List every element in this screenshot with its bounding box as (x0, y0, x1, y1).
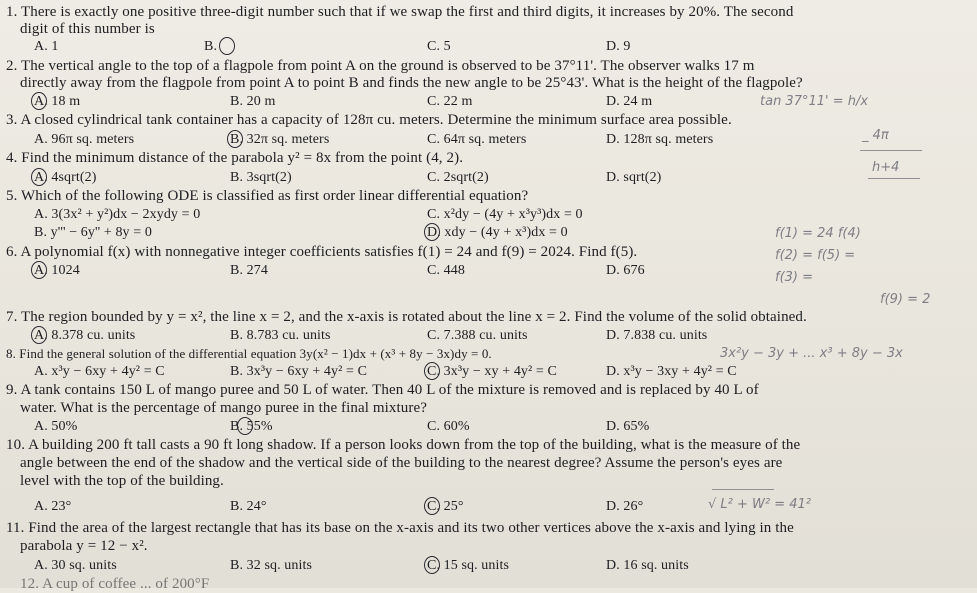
q10-option-c: C. 25° (427, 499, 464, 514)
handwritten-note: 3x²y − 3y + ... x³ + 8y − 3x (720, 346, 903, 361)
q5-option-b: B. y''' − 6y'' + 8y = 0 (34, 225, 152, 240)
q11-option-b: B. 32 sq. units (230, 558, 313, 573)
q3-option-a: A. 96π sq. meters (34, 132, 135, 147)
q11-line1: 11. Find the area of the largest rectangle that has its base on the x-axis and its two other vertices above the x-axis and lying in the (6, 520, 794, 536)
q1-option-b: B. (204, 39, 218, 54)
q7-option-d: D. 7.838 cu. units (606, 328, 708, 343)
q7-option-b: B. 8.783 cu. units (230, 328, 331, 343)
answer-mark-circle (424, 556, 440, 574)
handwritten-note: √ L² + W² = 41² (708, 497, 812, 512)
answer-mark-circle (424, 223, 440, 241)
q6-option-a: A. 1024 (34, 263, 80, 278)
q11-option-a: A. 30 sq. units (34, 558, 117, 573)
q8-option-a: A. x³y − 6xy + 4y² = C (34, 364, 165, 379)
q5-option-a: A. 3(3x² + y²)dx − 2xydy = 0 (34, 207, 201, 222)
q2-option-c: C. 22 m (427, 94, 473, 109)
q10-option-b: B. 24° (230, 499, 267, 514)
answer-mark-circle (237, 417, 253, 435)
q1-option-c: C. 5 (427, 39, 451, 54)
handwritten-note: tan 37°11' = h/x (760, 94, 869, 109)
q9-option-a: A. 50% (34, 419, 78, 434)
q1-line2: digit of this number is (20, 21, 155, 37)
q10-option-a: A. 23° (34, 499, 72, 514)
q2-line2: directly away from the flagpole from point A to point B and finds the new angle to be 25°43'. What is the height of the flagpole? (20, 75, 803, 91)
answer-mark-circle (31, 92, 47, 110)
q6-line1: 6. A polynomial f(x) with nonnegative integer coefficients satisfies f(1) = 24 and f(9) = 2024. Find f(5). (6, 244, 638, 260)
handwritten-note: f(9) = 2 (880, 292, 931, 307)
q9-option-c: C. 60% (427, 419, 470, 434)
q2-option-d: D. 24 m (606, 94, 653, 109)
handwritten-note: f(2) = f(5) = (775, 248, 856, 263)
handwritten-overline (712, 489, 774, 490)
q4-option-b: B. 3sqrt(2) (230, 170, 292, 185)
q9-option-b: B. 55% (230, 419, 273, 434)
q11-option-d: D. 16 sq. units (606, 558, 689, 573)
q8-line1: 8. Find the general solution of the differential equation 3y(x² − 1)dx + (x³ + 8y − 3x)dy = 0. (6, 346, 492, 361)
answer-mark-circle (227, 130, 243, 148)
q7-option-c: C. 7.388 cu. units (427, 328, 528, 343)
q5-option-c: C. x²dy − (4y + x³y³)dx = 0 (427, 207, 583, 222)
answer-mark-circle (219, 37, 235, 55)
q2-line1: 2. The vertical angle to the top of a flagpole from point A on the ground is observed to be 37°11'. The observer walks 17 m (6, 58, 755, 74)
q1-line1: 1. There is exactly one positive three-digit number such that if we swap the first and third digits, it increases by 20%. The second (6, 4, 794, 20)
q6-option-b: B. 274 (230, 263, 268, 278)
q4-option-a: A. 4sqrt(2) (34, 170, 97, 185)
q10-line1: 10. A building 200 ft tall casts a 90 ft long shadow. If a person looks down from the top of the building, what is the measure of the (6, 437, 801, 453)
q9-option-d: D. 65% (606, 419, 650, 434)
q9-line1: 9. A tank contains 150 L of mango puree and 50 L of water. Then 40 L of the mixture is removed and is replaced by 40 L of (6, 382, 759, 398)
q11-option-c: C. 15 sq. units (427, 558, 510, 573)
q7-line1: 7. The region bounded by y = x², the line x = 2, and the x-axis is rotated about the line x = 2. Find the volume of the solid obtained. (6, 309, 807, 325)
q6-option-d: D. 676 (606, 263, 645, 278)
handwritten-note: f(3) = (775, 270, 814, 285)
q1-option-a: A. 1 (34, 39, 59, 54)
q3-option-c: C. 64π sq. meters (427, 132, 527, 147)
q10-line2: angle between the end of the shadow and the vertical side of the building to the nearest degree? Assume the person's eyes are (20, 455, 783, 471)
q9-line2: water. What is the percentage of mango puree in the final mixture? (20, 400, 427, 416)
q10-line3: level with the top of the building. (20, 473, 224, 489)
handwritten-note: h+4 (872, 160, 900, 175)
answer-mark-circle (31, 261, 47, 279)
q8-option-b: B. 3x³y − 6xy + 4y² = C (230, 364, 368, 379)
q4-option-d: D. sqrt(2) (606, 170, 662, 185)
q12-partial-line: 12. A cup of coffee ... of 200°F (20, 576, 210, 592)
handwritten-note: f(1) = 24 f(4) (775, 226, 861, 241)
q8-option-c: C. 3x³y − xy + 4y² = C (427, 364, 557, 379)
q5-line1: 5. Which of the following ODE is classified as first order linear differential equation? (6, 188, 529, 204)
q11-line2: parabola y = 12 − x². (20, 538, 148, 554)
q4-line1: 4. Find the minimum distance of the parabola y² = 8x from the point (4, 2). (6, 150, 464, 166)
q7-option-a: A. 8.378 cu. units (34, 328, 136, 343)
q6-option-c: C. 448 (427, 263, 465, 278)
answer-mark-circle (424, 497, 440, 515)
handwritten-note: _ 4π (862, 128, 889, 143)
q3-option-d: D. 128π sq. meters (606, 132, 714, 147)
q3-line1: 3. A closed cylindrical tank container has a capacity of 128π cu. meters. Determine the minimum surface area possible. (6, 112, 732, 128)
q2-option-a: A. 18 m (34, 94, 81, 109)
q5-option-d: D. xdy − (4y + x³)dx = 0 (427, 225, 568, 240)
q8-option-d: D. x³y − 3xy + 4y² = C (606, 364, 737, 379)
fraction-bar (860, 150, 922, 151)
q2-option-b: B. 20 m (230, 94, 276, 109)
answer-mark-circle (31, 168, 47, 186)
answer-mark-circle (424, 362, 440, 380)
fraction-bar (868, 178, 920, 179)
q10-option-d: D. 26° (606, 499, 644, 514)
q1-option-d: D. 9 (606, 39, 631, 54)
q3-option-b: B. 32π sq. meters (230, 132, 330, 147)
q4-option-c: C. 2sqrt(2) (427, 170, 489, 185)
answer-mark-circle (31, 326, 47, 344)
